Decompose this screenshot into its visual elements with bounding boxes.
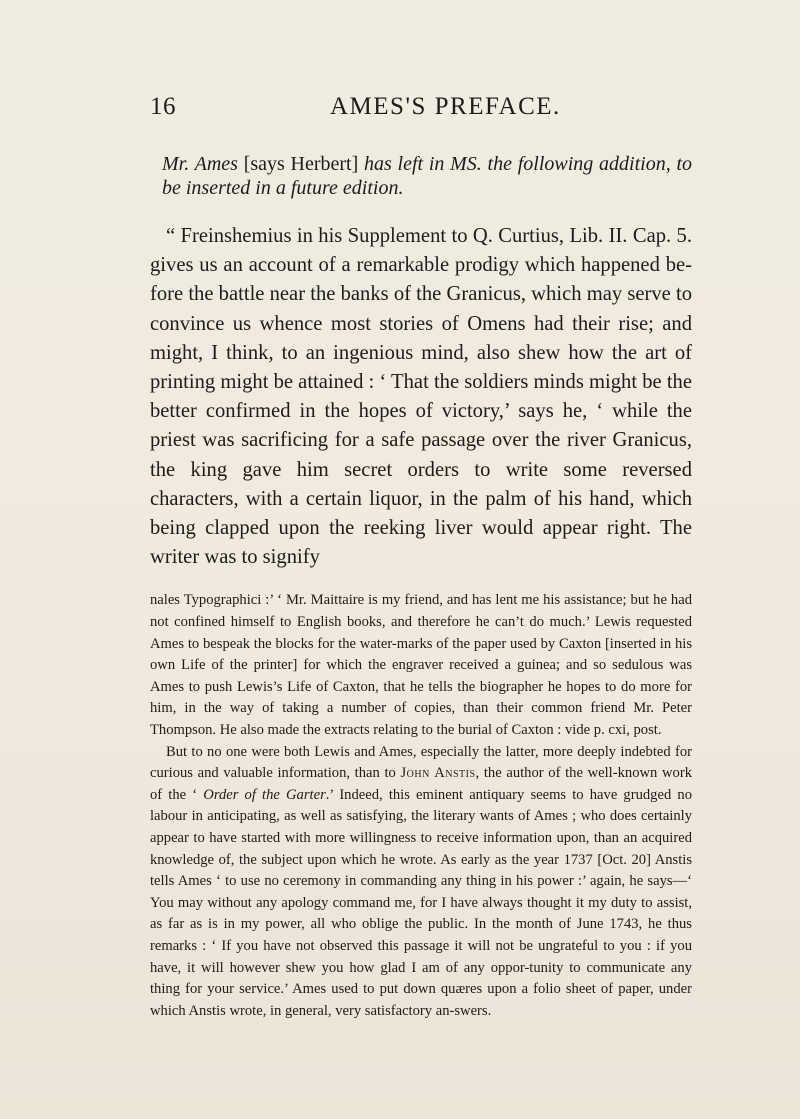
intro-part1: Mr. Ames [162, 153, 244, 175]
page-number: 16 [150, 93, 176, 120]
footnote-paragraph-2 [150, 742, 692, 1023]
intro-part2: has left in MS. the following addition, to be inserted in a future edition. [162, 153, 693, 199]
page-body [150, 152, 692, 1022]
footnote-2-part-c: .’ Indeed, this eminent antiquary seems to have grudged no labour in anticipating, as well as satisfying, the literary wants of Ames ; who does certainly appear to have started with more willingness to receive information upon, than an acquired knowledge of, the subject upon which he wrote. As early as the year 1737 [Oct. 20] Anstis tells Ames ‘ to use no ceremony in commanding any thing in his power :’ again, he says—‘ You may without any apology command me, for I have always thought it my duty to assist, as far as is in my power, all who oblige the public. In the month of June 1743, he thus remarks : ‘ If you have not observed this passage it will not be ungrateful to you : if you have, it will however shew you how glad I am of any oppor-tunity to communicate any thing for your service.’ Ames used to put down quæres upon a folio sheet of paper, under which Anstis wrote, in general, very satisfactory an-swers. [150, 786, 692, 1019]
main-quote-paragraph: “ Freinshemius in his Supplement to Q. Curtius, Lib. II. Cap. 5. gives us an account of a remarkable prodigy which happened be-fore the battle near the banks of the Granicus, which may serve to convince us whence most stories of Omens had their rise; and might, I think, to an ingenious mind, also shew how the art of printing might be attained : ‘ That the soldiers minds might be the better confirmed in the hopes of victory,’ says he, ‘ while the priest was sacrificing for a safe passage over the river Granicus, the king gave him secret orders to write some reversed characters, with a certain liquor, in the palm of his hand, which being clapped upon the reeking liver would appear right. The writer was to signify [150, 225, 692, 569]
footnotes [150, 590, 692, 1022]
intro-bracket: [says Herbert] [243, 153, 359, 175]
intro-paragraph [150, 152, 692, 200]
footnote-paragraph-1: nales Typographici :’ ‘ Mr. Maittaire is my friend, and has lent me his assistance; but he had not confined himself to English books, and therefore he can’t do much.’ Lewis requested Ames to bespeak the blocks for the water-marks of the paper used by Caxton [inserted in his own Life of the printer] for which the engraver received a guinea; and so sedulous was Ames to push Lewis’s Life of Caxton, that he tells the biographer he hopes to do more for him, in the way of taking a number of copies, than their common friend Mr. Peter Thompson. He also made the extracts relating to the burial of Caxton : vide p. cxi, post. [150, 592, 692, 738]
author-name-anstis: John Anstis [400, 765, 476, 782]
footnote-2-part-b: , the author of the well-known work of the ‘ [150, 765, 692, 803]
page-header [150, 93, 690, 133]
footnote-2-part-a: But to no one were both Lewis and Ames, especially the latter, more deeply indebted for curious and valuable information, than to [150, 743, 692, 782]
work-title-garter: Order of the Garter [203, 786, 326, 803]
running-title: AMES'S PREFACE. [330, 93, 561, 120]
